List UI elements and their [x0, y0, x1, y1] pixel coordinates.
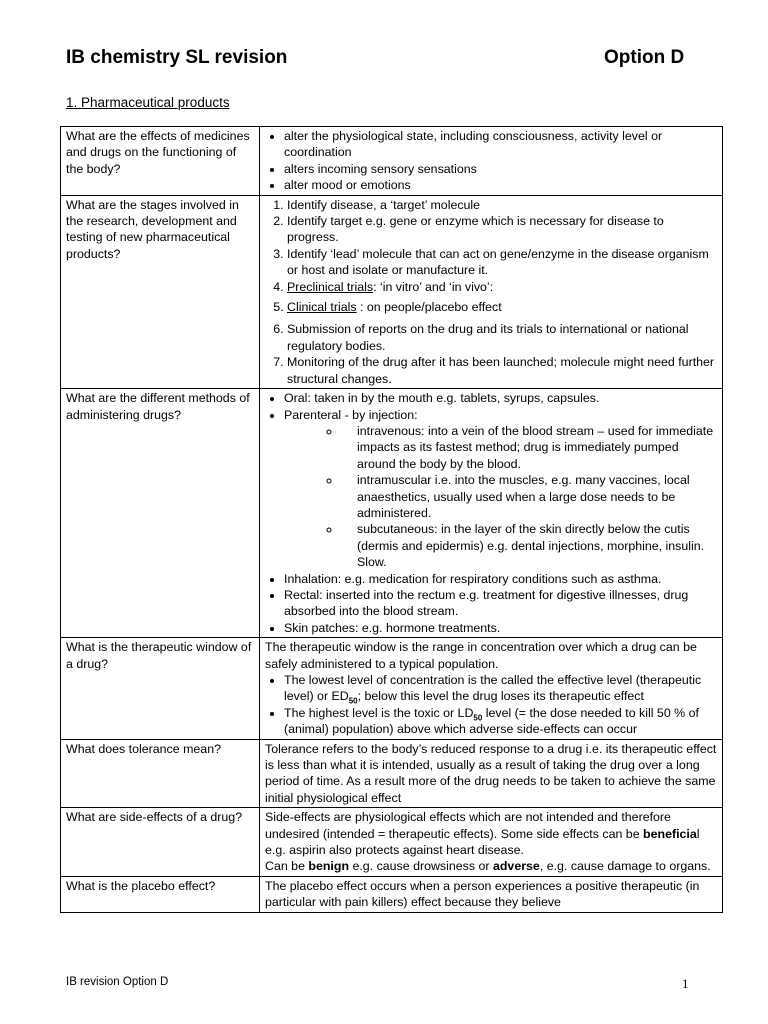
answer-cell — [260, 808, 723, 877]
list-item: 2. Identify target e.g. gene or enzyme which is necessary for disease to progress. — [287, 213, 717, 246]
preclinical-term: Preclinical trials — [287, 279, 374, 294]
side-effects-example: l e.g. aspirin also protects against heart disease. — [265, 826, 700, 858]
side-effects-types — [265, 858, 717, 874]
answer-cell — [260, 389, 723, 638]
list-item: • alter mood or emotions — [284, 177, 717, 193]
sub-list-item: ◦ subcutaneous: in the layer of the skin directly below the cutis (dermis and epidermis) e.g. dental injections, morphine, insulin. Slow. — [341, 521, 717, 570]
types-prefix: Can be — [265, 859, 309, 874]
list-item — [284, 672, 717, 705]
ed50-subscript: 50 — [348, 696, 358, 706]
clinical-text: : on people/placebo effect — [356, 300, 502, 315]
list-item: 3. Identify ‘lead’ molecule that can act on gene/enzyme in the disease organism or host and isolate or manufacture it. — [287, 246, 717, 279]
answer-cell — [260, 195, 723, 388]
bullet-list — [265, 571, 717, 637]
benign-term: benign — [308, 859, 350, 874]
question-cell: What does tolerance mean? — [61, 739, 260, 808]
parenteral-label: Parenteral - by injection: — [284, 407, 418, 422]
types-middle: e.g. cause drowsiness or — [349, 859, 493, 874]
revision-table — [60, 126, 723, 913]
clinical-term: Clinical trials — [287, 300, 357, 315]
side-effects-intro: Side-effects are physiological effects which are not intended and therefore undesired (intended = therapeutic effects). Some side effects can be — [265, 810, 671, 841]
bullet-list — [265, 672, 717, 738]
page-number: 1 — [682, 976, 689, 991]
answer-cell: Tolerance refers to the body’s reduced response to a drug i.e. its therapeutic effect is less than what it is intended, usually as a result of taking the drug over a long period of time. As a result more of the drug needs to be taken to achieve the same initial physiological effect — [260, 739, 723, 808]
table-row — [61, 127, 723, 196]
footer-text: IB revision Option D — [66, 976, 169, 988]
adverse-term: adverse — [492, 859, 540, 874]
list-item — [284, 407, 717, 423]
ed50-text: The lowest level of concentration is the called the effective level (therapeutic level) or ED — [284, 673, 702, 704]
bullet-list — [265, 390, 717, 423]
ld50-subscript: 50 — [473, 713, 483, 723]
table-row — [61, 808, 723, 877]
question-cell: What is the placebo effect? — [61, 876, 260, 912]
sub-bullet-list — [265, 423, 717, 571]
preclinical-text: : ‘in vitro’ and ‘in vivo’: — [373, 279, 494, 294]
list-item — [287, 279, 717, 295]
list-item: • Rectal: inserted into the rectum e.g. treatment for digestive illnesses, drug absorbed into the blood stream. — [284, 587, 717, 620]
list-item: • Oral: taken in by the mouth e.g. tablets, syrups, capsules. — [284, 390, 717, 406]
section-title: 1. Pharmaceutical products — [66, 95, 230, 110]
list-item — [284, 705, 717, 738]
table-row — [61, 195, 723, 388]
window-intro: The therapeutic window is the range in concentration over which a drug can be safely administered to a typical population. — [265, 640, 697, 671]
numbered-list — [265, 197, 717, 387]
answer-cell — [260, 127, 723, 196]
answer-cell — [260, 638, 723, 739]
table-row — [61, 876, 723, 912]
option-label: Option D — [604, 47, 685, 68]
question-cell: What are side-effects of a drug? — [61, 808, 260, 877]
list-item: • alter the physiological state, including consciousness, activity level or coordination — [284, 128, 717, 161]
list-item: 1. Identify disease, a ‘target’ molecule — [287, 197, 717, 213]
question-cell: What are the different methods of administering drugs? — [61, 389, 260, 638]
ld50-text-end: level (= the dose needed to kill 50 % of (animal) population) above which adverse side-effects can occur — [284, 705, 699, 737]
question-cell: What are the effects of medicines and drugs on the functioning of the body? — [61, 127, 260, 196]
table-row — [61, 638, 723, 739]
answer-cell: The placebo effect occurs when a person experiences a positive therapeutic (in particular with pain killers) effect because they believe — [260, 876, 723, 912]
list-item — [287, 299, 717, 315]
ld50-text: The highest level is the toxic or LD — [284, 705, 474, 720]
sub-list-item: ◦ intravenous: into a vein of the blood stream – used for immediate impacts as its fastest method; drug is immediately pumped around the body by the blood. — [341, 423, 717, 472]
side-effects-text — [265, 809, 717, 858]
beneficial-term: beneficia — [643, 826, 697, 841]
sub-list-item: ◦ intramuscular i.e. into the muscles, e.g. many vaccines, local anaesthetics, usually used when a large dose needs to be administered. — [341, 472, 717, 521]
list-item: 7. Monitoring of the drug after it has been launched; molecule might need further structural changes. — [287, 354, 717, 387]
types-end: , e.g. cause damage to organs. — [539, 859, 711, 874]
table-row — [61, 739, 723, 808]
list-item: • Inhalation: e.g. medication for respiratory conditions such as asthma. — [284, 571, 717, 587]
question-cell: What are the stages involved in the research, development and testing of new pharmaceutical products? — [61, 195, 260, 388]
document-title: IB chemistry SL revision — [66, 47, 288, 68]
list-item: 6. Submission of reports on the drug and its trials to international or national regulatory bodies. — [287, 321, 717, 354]
bullet-list — [265, 128, 717, 194]
list-item: • Skin patches: e.g. hormone treatments. — [284, 620, 717, 636]
list-item: • alters incoming sensory sensations — [284, 161, 717, 177]
ed50-text-end: ; below this level the drug loses its therapeutic effect — [357, 689, 644, 704]
table-row — [61, 389, 723, 638]
question-cell: What is the therapeutic window of a drug? — [61, 638, 260, 739]
